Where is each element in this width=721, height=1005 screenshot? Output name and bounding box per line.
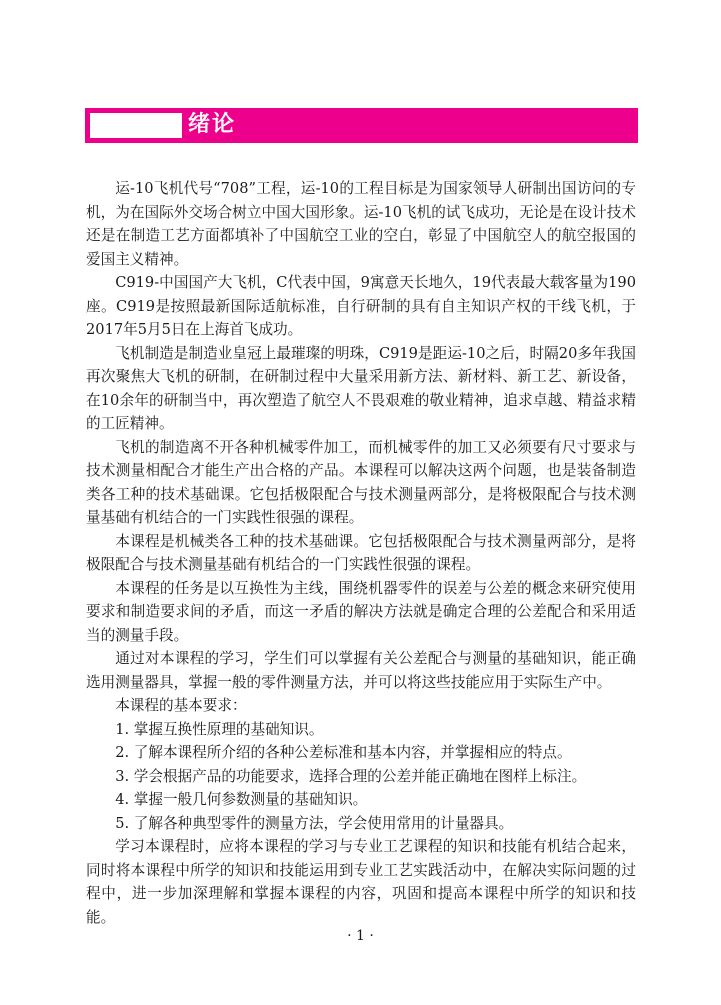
body-text — [86, 177, 636, 929]
requirement-item: 1. 掌握互换性原理的基础知识。 — [115, 720, 324, 738]
paragraph-aircraft-manufacturing: 飞机制造是制造业皇冠上最璀璨的明珠，C919是距运-10之后，时隔20多年我国再次聚焦大飞机的研制，在研制过程中大量采用新方法、新材料、新工艺、新设备，在10余年的研制当中，再次塑造了航空人不畏艰难的敬业精神，追求卓越、精益求精的工匠精神。 — [86, 344, 636, 432]
requirement-item: 5. 了解各种典型零件的测量方法，学会使用常用的计量器具。 — [115, 814, 514, 832]
chapter-title: 绪论 — [188, 112, 237, 137]
requirement-item: 3. 学会根据产品的功能要求，选择合理的公差并能正确地在图样上标注。 — [115, 767, 587, 785]
paragraph-course-intro: 本课程是机械类各工种的技术基础课。它包括极限配合与技术测量两部分，是将极限配合与技术测量基础有机结合的一门实践性很强的课程。 — [86, 532, 636, 573]
paragraph-y10: 运-10飞机代号“708”工程，运-10的工程目标是为国家领导人研制出国访问的专机，为在国际外交场合树立中国大国形象。运-10飞机的试飞成功，无论是在设计技术还是在制造工艺方面都填补了中国航空工业的空白，彰显了中国航空人的航空报国的爱国主义精神。 — [86, 180, 636, 268]
paragraph-course-outcome: 通过对本课程的学习，学生们可以掌握有关公差配合与测量的基础知识，能正确选用测量器具，掌握一般的零件测量方法，并可以将这些技能应用于实际生产中。 — [86, 650, 636, 691]
requirement-item: 2. 了解本课程所介绍的各种公差标准和基本内容，并掌握相应的特点。 — [115, 744, 572, 761]
heading-white-block — [88, 111, 184, 140]
page-number: · 1 · — [347, 928, 374, 944]
requirement-item: 4. 掌握一般几何参数测量的基础知识。 — [115, 791, 368, 808]
paragraph-c919: C919-中国国产大飞机，C代表中国，9寓意天长地久，19代表最大载客量为190座。C919是按照最新国际适航标准，自行研制的具有自主知识产权的干线飞机，于2017年5月5日在上海首飞成功。 — [86, 274, 636, 338]
paragraph-closing: 学习本课程时，应将本课程的学习与专业工艺课程的知识和技能有机结合起来，同时将本课程中所学的知识和技能运用到专业工艺实践活动中，在解决实际问题的过程中，进一步加深理解和掌握本课程的内容，巩固和提高本课程中所学的知识和技能。 — [86, 838, 636, 926]
chapter-heading-band — [85, 108, 638, 143]
paragraph-machining: 飞机的制造离不开各种机械零件加工，而机械零件的加工又必须要有尺寸要求与技术测量相配合才能生产出合格的产品。本课程可以解决这两个问题，也是装备制造类各工种的技术基础课。它包括极限配合与技术测量两部分，是将极限配合与技术测量基础有机结合的一门实践性很强的课程。 — [86, 438, 636, 526]
paragraph-requirements-heading: 本课程的基本要求： — [115, 697, 247, 714]
paragraph-course-task: 本课程的任务是以互换性为主线，围绕机器零件的误差与公差的概念来研究使用要求和制造要求间的矛盾，而这一矛盾的解决方法就是确定合理的公差配合和采用适当的测量手段。 — [86, 579, 636, 644]
